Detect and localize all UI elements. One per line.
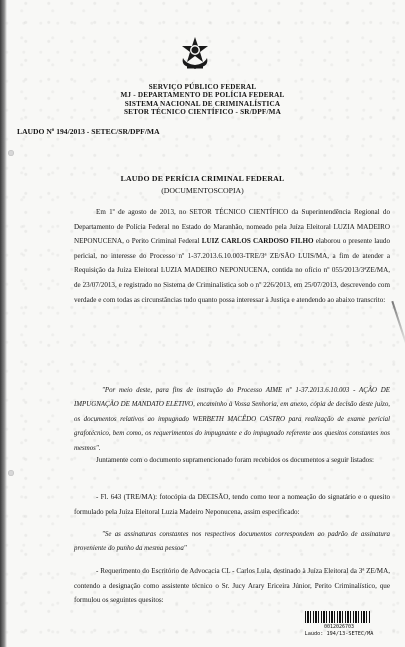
punch-hole [8, 470, 14, 476]
intro-text: Em 1º de agosto de 2013, no SETOR TÉCNICO CIENTÍFICO da Superintendência Regional do Departamento de Polícia Federal no Estado do Maranhão, nomeado pela Juíza Eleitoral LUZIA MADEIRO NEPONUCENA, o Perito Criminal Federal [74, 208, 390, 246]
received-documents-paragraph: Juntamente com o documento supramencionado foram recebidos os documentos a seguir listados: [96, 456, 374, 464]
transcribed-request-quote: "Por meio deste, para fins de instrução do Processo AIME nº 1-37.2013.6.10.003 - AÇÃO DE IMPUGNAÇÃO DE MANDATO ELETIVO, encaminho à Vossa Senhoria, em anexo, cópia de decisão deste juízo, os documentos relativos ao impugnado WERBETH MACÊDO CASTRO para realização de exame pericial grafotécnico, bem como, os requerimentos do impugnante e do impugnado referente aos quesitos constantes nos mesmos". [74, 387, 390, 452]
barcode-label [297, 611, 381, 641]
brazil-coat-of-arms-icon [178, 36, 212, 70]
document-title: LAUDO DE PERÍCIA CRIMINAL FEDERAL [120, 174, 285, 183]
judge-question-quote: "Se as assinaturas constantes nos respectivos documentos correspondem ao padrão de assinatura proveniente do punho da mesma pessoa" [74, 531, 390, 553]
document-list-item: - Fl. 643 (TRE/MA): fotocópia da DECISÃO, tendo como teor a nomeação do signatário e o quesito formulado pela Juíza Eleitoral Luzia Madeiro Neponucena, assim especificado: [74, 493, 390, 516]
header-line: MJ - DEPARTAMENTO DE POLÍCIA FEDERAL [120, 91, 285, 100]
punch-hole [8, 150, 14, 156]
document-list-item: - Requerimento do Escritório de Advocacia CL - Carlos Lula, destinado à Juíza Eleitoral da 3ª ZE/MA, contendo a designação como assistente técnico o Sr. Jucy Arary Ericeira Júnior, Perito Criminalístico, que formulou os seguintes quesitos: [74, 567, 390, 605]
scan-spine-shadow [0, 0, 7, 647]
expert-name: LUIZ CARLOS CARDOSO FILHO [201, 237, 314, 246]
intro-paragraph [74, 205, 390, 307]
barcode-reference: Laudo: 194/13-SETEC/MA [304, 631, 374, 637]
header-line: SETOR TÉCNICO CIENTÍFICO - SR/DPF/MA [123, 108, 282, 117]
header-line: SERVIÇO PÚBLICO FEDERAL [148, 83, 257, 91]
intro-text-continued: elaborou o presente laudo pericial, no interesse do Processo nº 1-37.2013.6.10.003-TRE/3ª ZE/SÃO LUIS/MA, a fim de atender a Requisição da Juíza Eleitoral LUZIA MADEIRO NEPONUCENA, contida no ofício nº 055/2013/3ªZE/MA, de 23/07/2013, e registrado no Sistema de Criminalística sob o nº 226/2013, em 25/07/2013, descrevendo com verdade e com todas as circunstâncias tudo quanto possa interessar à Justiça e atendendo ao abaixo transcrito: [74, 237, 390, 304]
scan-mark [391, 301, 405, 349]
laudo-reference: LAUDO Nº 194/2013 - SETEC/SR/DPF/MA [17, 127, 160, 136]
letterhead [60, 83, 345, 117]
barcode-number: 0012026703 [323, 624, 355, 630]
document-subtitle: (DOCUMENTOSCOPIA) [161, 186, 244, 195]
barcode [305, 611, 371, 623]
header-line: SISTEMA NACIONAL DE CRIMINALÍSTICA [124, 99, 281, 108]
